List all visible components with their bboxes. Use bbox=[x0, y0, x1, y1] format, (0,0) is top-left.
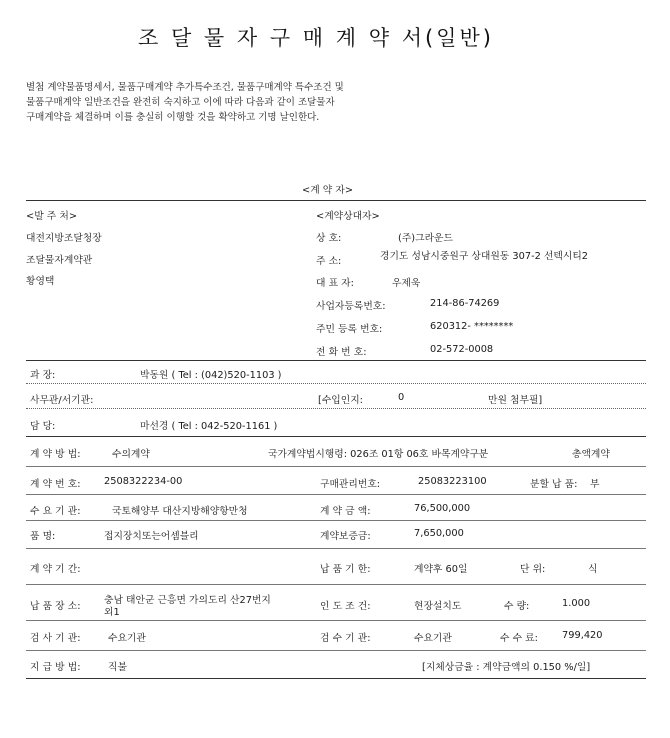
contractor-label-idno: 주민 등록 번호: bbox=[316, 324, 383, 335]
stamp-label: [수입인지: bbox=[318, 395, 363, 406]
terms-value: 현장설치도 bbox=[414, 601, 462, 612]
divider bbox=[26, 408, 646, 409]
orderer-officer-title: 조달물자계약관 bbox=[26, 255, 93, 266]
method-label: 계 약 방 법: bbox=[30, 449, 81, 460]
contractor-label-name: 상 호: bbox=[316, 233, 342, 244]
divider bbox=[26, 650, 646, 651]
qty-label: 수 량: bbox=[504, 601, 530, 612]
item-value: 접지장치또는어셈블리 bbox=[104, 531, 199, 542]
split-label: 분할 납 품: bbox=[530, 479, 578, 490]
deadline-value: 계약후 60일 bbox=[414, 564, 468, 575]
contractor-label-address: 주 소: bbox=[316, 256, 342, 267]
pay-value: 직불 bbox=[108, 662, 127, 673]
fee-value: 799,420 bbox=[562, 630, 603, 641]
unit-label: 단 위: bbox=[520, 564, 546, 575]
deadline-label: 납 품 기 한: bbox=[320, 564, 371, 575]
secretary-label: 사무관/서기관: bbox=[30, 395, 94, 406]
contract-no-label: 계 약 번 호: bbox=[30, 479, 81, 490]
document-title: 조 달 물 자 구 매 계 약 서(일반) bbox=[138, 26, 494, 50]
split-value: 부 bbox=[590, 479, 600, 490]
method-value: 수의계약 bbox=[112, 449, 150, 460]
law-type: 총액계약 bbox=[572, 449, 610, 460]
contractor-label-bizno: 사업자등록번호: bbox=[316, 301, 386, 312]
divider bbox=[26, 494, 646, 495]
manager-label: 담 당: bbox=[30, 421, 56, 432]
intro-line-1: 별첨 계약물품명세서, 물품구매계약 추가특수조건, 물품구매계약 특수조건 및 bbox=[26, 82, 344, 93]
bond-label: 계약보증금: bbox=[320, 531, 371, 542]
fee-label: 수 수 료: bbox=[500, 633, 538, 644]
inspect-label: 검 사 기 관: bbox=[30, 633, 81, 644]
contractor-heading: <계약상대자> bbox=[316, 211, 380, 222]
contractor-label-phone: 전 화 번 호: bbox=[316, 347, 367, 358]
contractor-phone: 02-572-0008 bbox=[430, 344, 494, 355]
demand-label: 수 요 기 관: bbox=[30, 506, 81, 517]
unit-value: 식 bbox=[588, 564, 598, 575]
divider bbox=[26, 584, 646, 585]
stamp-value: 0 bbox=[398, 392, 405, 403]
period-label: 계 약 기 간: bbox=[30, 564, 81, 575]
item-label: 품 명: bbox=[30, 531, 56, 542]
place-label: 납 품 장 소: bbox=[30, 601, 81, 612]
amount-value: 76,500,000 bbox=[414, 503, 471, 514]
divider bbox=[26, 548, 646, 549]
purchase-no-label: 구매관리번호: bbox=[320, 479, 381, 490]
delay-rate-text: [지체상금율 : 계약금액의 0.150 %/일] bbox=[422, 662, 591, 673]
qty-value: 1.000 bbox=[562, 598, 591, 609]
amount-label: 계 약 금 액: bbox=[320, 506, 371, 517]
divider bbox=[26, 200, 646, 201]
divider bbox=[26, 620, 646, 621]
contractor-bizno: 214-86-74269 bbox=[430, 298, 500, 309]
orderer-agency: 대전지방조달청장 bbox=[26, 233, 102, 244]
divider bbox=[26, 466, 646, 467]
intro-line-2: 물품구매계약 일반조건을 완전히 숙지하고 이에 따라 다음과 같이 조달물자 bbox=[26, 97, 335, 108]
divider bbox=[26, 436, 646, 437]
demand-value: 국토해양부 대산지방해양항만청 bbox=[112, 506, 248, 517]
orderer-heading: <발 주 처> bbox=[26, 211, 78, 222]
contractor-company-name: (주)그라운드 bbox=[398, 233, 453, 244]
accept-label: 검 수 기 관: bbox=[320, 633, 371, 644]
chief-label: 과 장: bbox=[30, 370, 56, 381]
divider bbox=[26, 678, 646, 679]
contractor-ceo: 우제욱 bbox=[392, 278, 421, 289]
intro-line-3: 구매계약을 체결하며 이를 충실히 이행할 것을 확약하고 기명 날인한다. bbox=[26, 112, 320, 123]
contractor-address: 경기도 성남시중원구 상대원동 307-2 선텍시티2 bbox=[380, 251, 589, 262]
stamp-note: 만원 첨부필] bbox=[488, 395, 543, 406]
chief-value: 박동원 ( Tel : (042)520-1103 ) bbox=[140, 370, 282, 381]
law-text: 국가계약법시행령: 026조 01항 06호 바목계약구분 bbox=[268, 449, 489, 460]
place-line-1: 충남 태안군 근흥면 가의도리 산27번지 bbox=[104, 595, 271, 606]
accept-value: 수요기관 bbox=[414, 633, 452, 644]
contractor-label-ceo: 대 표 자: bbox=[316, 278, 354, 289]
manager-value: 마선경 ( Tel : 042-520-1161 ) bbox=[140, 421, 278, 432]
terms-label: 인 도 조 건: bbox=[320, 601, 371, 612]
bond-value: 7,650,000 bbox=[414, 528, 464, 539]
contractor-idno: 620312- ******** bbox=[430, 321, 514, 332]
pay-label: 지 급 방 법: bbox=[30, 662, 81, 673]
orderer-officer-name: 황영택 bbox=[26, 276, 55, 287]
parties-header: <계 약 자> bbox=[302, 185, 354, 196]
inspect-value: 수요기관 bbox=[108, 633, 146, 644]
divider bbox=[26, 360, 646, 361]
place-line-2: 외1 bbox=[104, 607, 120, 618]
divider bbox=[26, 520, 646, 521]
divider bbox=[26, 383, 646, 384]
contract-no: 2508322234-00 bbox=[104, 476, 183, 487]
purchase-no: 25083223100 bbox=[418, 476, 487, 487]
